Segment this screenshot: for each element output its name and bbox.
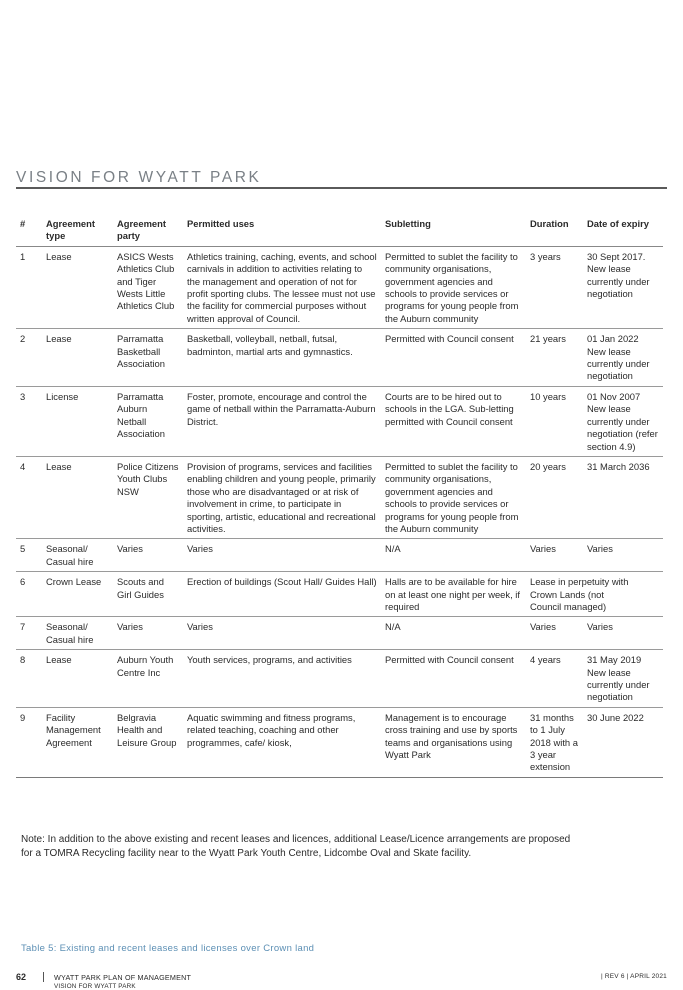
cell-agreement-type: Facility Management Agreement: [42, 707, 113, 777]
cell-num: 3: [16, 386, 42, 456]
table-row: [16, 456, 663, 538]
cell-subletting: Courts are to be hired out to schools in the LGA. Sub-letting permitted with Council consent: [381, 386, 526, 456]
cell-agreement-type: Crown Lease: [42, 572, 113, 617]
cell-permitted-uses: Foster, promote, encourage and control the game of netball within the Parramatta-Auburn District.: [183, 386, 381, 456]
cell-agreement-party: ASICS Wests Athletics Club and Tiger Wests Little Athletics Club: [113, 246, 183, 328]
cell-date-of-expiry: Varies: [583, 617, 663, 650]
cell-agreement-type: Lease: [42, 246, 113, 328]
cell-agreement-type: Lease: [42, 650, 113, 708]
table-row: [16, 329, 663, 387]
cell-date-of-expiry: 31 March 2036: [583, 456, 663, 538]
cell-num: 8: [16, 650, 42, 708]
cell-permitted-uses: Athletics training, caching, events, and school carnivals in addition to activities relating to the management and operation of not for profit sporting clubs. The lessee must not use the facility for commercial purposes without written approval of Council.: [183, 246, 381, 328]
cell-num: 7: [16, 617, 42, 650]
cell-duration: Varies: [526, 617, 583, 650]
cell-duration: 10 years: [526, 386, 583, 456]
header-duration: Duration: [526, 218, 583, 246]
cell-num: 9: [16, 707, 42, 777]
cell-agreement-party: Belgravia Health and Leisure Group: [113, 707, 183, 777]
header-subletting: Subletting: [381, 218, 526, 246]
cell-subletting: Permitted to sublet the facility to community organisations, government agencies and schools to provide services or programs for young people from the Auburn community: [381, 246, 526, 328]
page-number: 62: [16, 972, 27, 982]
cell-date-of-expiry: 01 Nov 2007 New lease currently under negotiation (refer section 4.9): [583, 386, 663, 456]
cell-agreement-party: Varies: [113, 617, 183, 650]
footer-separator: [43, 972, 44, 982]
leases-table: [16, 218, 663, 778]
cell-num: 1: [16, 246, 42, 328]
section-divider: [16, 187, 667, 189]
revision-info: | REV 6 | APRIL 2021: [600, 973, 667, 980]
table-row: [16, 707, 663, 777]
cell-agreement-party: Police Citizens Youth Clubs NSW: [113, 456, 183, 538]
table-row: [16, 617, 663, 650]
cell-date-of-expiry: 30 June 2022: [583, 707, 663, 777]
page-footer: [16, 971, 667, 990]
cell-agreement-type: Seasonal/ Casual hire: [42, 617, 113, 650]
header-date-of-expiry: Date of expiry: [583, 218, 663, 246]
header-agreement-type: Agreement type: [42, 218, 113, 246]
cell-agreement-type: License: [42, 386, 113, 456]
document-title: WYATT PARK PLAN OF MANAGEMENT: [54, 973, 192, 982]
cell-num: 5: [16, 539, 42, 572]
cell-permitted-uses: Varies: [183, 539, 381, 572]
cell-subletting: Permitted with Council consent: [381, 650, 526, 708]
table-caption: Table 5: Existing and recent leases and licenses over Crown land: [21, 943, 315, 954]
document-subtitle: VISION FOR WYATT PARK: [54, 983, 136, 990]
cell-date-of-expiry: 30 Sept 2017. New lease currently under negotiation: [583, 246, 663, 328]
cell-agreement-party: Auburn Youth Centre Inc: [113, 650, 183, 708]
cell-num: 6: [16, 572, 42, 617]
cell-permitted-uses: Youth services, programs, and activities: [183, 650, 381, 708]
cell-duration: Varies: [526, 539, 583, 572]
cell-agreement-party: Varies: [113, 539, 183, 572]
cell-duration: 3 years: [526, 246, 583, 328]
header-num: #: [16, 218, 42, 246]
table-row: [16, 650, 663, 708]
cell-agreement-party: Scouts and Girl Guides: [113, 572, 183, 617]
table-row: [16, 539, 663, 572]
cell-permitted-uses: Varies: [183, 617, 381, 650]
cell-agreement-type: Lease: [42, 456, 113, 538]
cell-date-of-expiry: 01 Jan 2022 New lease currently under negotiation: [583, 329, 663, 387]
cell-subletting: Management is to encourage cross training and use by sports teams and organisations using Wyatt Park: [381, 707, 526, 777]
cell-duration: 20 years: [526, 456, 583, 538]
table-header-row: [16, 218, 663, 246]
cell-subletting: Permitted to sublet the facility to community organisations, government agencies and schools to provide services or programs for young people from the Auburn community: [381, 456, 526, 538]
header-permitted-uses: Permitted uses: [183, 218, 381, 246]
table-row: [16, 386, 663, 456]
cell-duration: 4 years: [526, 650, 583, 708]
cell-permitted-uses: Aquatic swimming and fitness programs, related teaching, coaching and other programmes, cafe/ kiosk,: [183, 707, 381, 777]
cell-permitted-uses: Basketball, volleyball, netball, futsal, badminton, martial arts and gymnastics.: [183, 329, 381, 387]
cell-subletting: N/A: [381, 617, 526, 650]
cell-duration: 31 months to 1 July 2018 with a 3 year extension: [526, 707, 583, 777]
cell-agreement-type: Seasonal/ Casual hire: [42, 539, 113, 572]
cell-agreement-type: Lease: [42, 329, 113, 387]
table-note: Note: In addition to the above existing and recent leases and licences, additional Lease/Licence arrangements are proposed for a TOMRA Recycling facility near to the Wyatt Park Youth Centre, Lidcombe Oval and Skate facility.: [21, 834, 571, 859]
table-row: [16, 246, 663, 328]
cell-num: 2: [16, 329, 42, 387]
cell-duration-expiry-merged: Lease in perpetuity with Crown Lands (not Council managed): [526, 572, 663, 617]
cell-subletting: N/A: [381, 539, 526, 572]
section-title: VISION FOR WYATT PARK: [16, 169, 262, 186]
cell-date-of-expiry: Varies: [583, 539, 663, 572]
cell-duration: 21 years: [526, 329, 583, 387]
cell-subletting: Permitted with Council consent: [381, 329, 526, 387]
cell-date-of-expiry: 31 May 2019 New lease currently under negotiation: [583, 650, 663, 708]
header-agreement-party: Agreement party: [113, 218, 183, 246]
table-row: [16, 572, 663, 617]
cell-permitted-uses: Provision of programs, services and facilities enabling children and young people, primarily those who are disadvantaged or at risk of involvement in crime, to participate in sporting, artistic, educational and recreational activities.: [183, 456, 381, 538]
cell-num: 4: [16, 456, 42, 538]
cell-subletting: Halls are to be available for hire on at least one night per week, if required: [381, 572, 526, 617]
cell-permitted-uses: Erection of buildings (Scout Hall/ Guides Hall): [183, 572, 381, 617]
cell-agreement-party: Parramatta Auburn Netball Association: [113, 386, 183, 456]
cell-agreement-party: Parramatta Basketball Association: [113, 329, 183, 387]
